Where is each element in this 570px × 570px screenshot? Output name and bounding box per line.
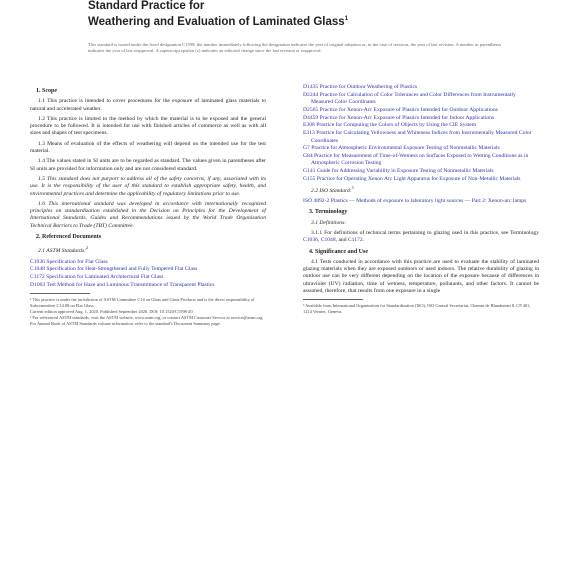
footnote-rule <box>30 293 90 294</box>
reference-title: Practice for Calculating Yellowness and Whiteness Indices from Instrumentally Measured Color Coordinates <box>311 130 532 144</box>
footnote-edition: Current edition approved Aug. 1, 2020. Published September 2020. DOI: 10.1520/C1598-20. <box>30 309 194 314</box>
reference-code: G7 <box>303 145 310 152</box>
reference-title: Specification for Heat-Strengthened and Fully Tempered Flat Glass <box>46 266 198 273</box>
footnote-rule <box>303 299 363 300</box>
reference-d1435[interactable] <box>303 84 539 91</box>
footnote-3: ³ Available from International Organization for Standardization (ISO), ISO Central Secretariat, Chemin de Blandonnet 8, CP 401, 1214 Vernier, Geneva. <box>303 303 531 314</box>
reference-title: Practice for Xenon-Arc Exposure of Plastics Intended for Indoor Applications <box>319 114 495 121</box>
reference-code: D2244 <box>303 91 319 98</box>
reference-c1048[interactable] <box>30 266 266 273</box>
definitions-label: 3.1 Definitions: <box>311 219 347 226</box>
reference-title: Guide for Addressing Variability in Exposure Testing of Nonmetallic Materials <box>316 168 494 175</box>
reference-title: Specification for Flat Glass <box>46 258 108 265</box>
iso-standard-label: 2.2 ISO Standard:$^3$ <box>311 184 354 194</box>
reference-code: ISO 4892-2 <box>303 198 330 205</box>
scope-heading: 1. Scope <box>36 88 57 94</box>
reference-e308[interactable] <box>303 122 539 129</box>
reference-code: G84 <box>303 153 313 160</box>
reference-d1003[interactable] <box>30 282 266 289</box>
reference-code: E308 <box>303 122 315 129</box>
term-ref-link[interactable]: C1036 <box>303 237 318 244</box>
scope-1-6: 1.6 This international standard was developed in accordance with internationally recognized principles on standardization established in the Decision on Principles for the Development of International Standards, Guides and Recommendations issued by the World Trade Organization Technical Barriers to Trade (TBT) Committee. <box>30 200 266 229</box>
reference-code: C1048 <box>30 266 45 273</box>
right-reference-list <box>303 84 539 183</box>
reference-code: D4459 <box>303 114 319 121</box>
title-footnote-mark: 1 <box>344 16 349 22</box>
reference-title: Plastics — Methods of exposure to laboratory light sources — Part 2: Xenon-arc lamps <box>330 198 527 205</box>
reference-title: Practice for Computing the Colors of Objects by Using the CIE System <box>316 122 477 129</box>
significance-heading: 4. Significance and Use <box>309 248 369 255</box>
reference-d2244[interactable] <box>303 92 539 107</box>
reference-g155[interactable] <box>303 176 539 183</box>
title-line-1: Standard Practice for <box>88 0 205 12</box>
reference-title: Practice for Operating Xenon Arc Light Apparatus for Exposure of Non-Metallic Materials <box>316 176 521 183</box>
designation-note: This standard is issued under the fixed designation C1598; the number immediately following the designation indicates the year of original adoption or, in the case of revision, the year of last revision. A number in parentheses indicates the year of last reapproval. A superscript epsilon (ε) indicates an editorial change since the last revision or reapproval. <box>88 42 502 53</box>
reference-iso-4892-2[interactable] <box>303 198 539 205</box>
term-ref-link[interactable]: C1048 <box>320 237 336 244</box>
reference-title: Test Method for Haze and Luminous Transmittance of Transparent Plastics <box>46 281 215 288</box>
left-reference-list <box>30 259 266 290</box>
reference-c1036[interactable] <box>30 259 266 266</box>
reference-d4459[interactable] <box>303 115 539 122</box>
left-column <box>30 84 266 327</box>
scope-1-2: 1.2 This practice is limited to the method by which the material is to be exposed and the general procedure to be followed. It is intended for use with finished articles of commerce as well as with all sizes and shapes of test specimens. <box>30 115 266 137</box>
reference-code: D1435 <box>303 84 319 90</box>
reference-title: Practice for Atmospheric Environmental Exposure Testing of Nonmetallic Materials <box>311 145 500 152</box>
terminology-3-1-1: 3.1.1 For definitions of technical terms pertaining to glazing used in this practice, see Terminology C1036, C1048, and C1172. <box>303 229 539 244</box>
scope-1-4: 1.4 The values stated in SI units are to be regarded as standard. The values given in parentheses after SI units are provided for information only and are not considered standard. <box>30 158 266 172</box>
reference-title: Practice for Calculation of Color Tolerances and Color Differences from Instrumentally Measured Color Coordinates <box>311 91 516 106</box>
title-line-2: Weathering and Evaluation of Laminated Glass$^1$ <box>88 15 349 28</box>
reference-title: Practice for Measurement of Time-of-Wetness on Surfaces Exposed to Wetting Conditions as in Atmospheric Corrosion Testing <box>311 153 529 167</box>
reference-g84[interactable] <box>303 153 539 168</box>
reference-title: Practice for Xenon-Arc Exposure of Plastics Intended for Outdoor Applications <box>319 106 498 113</box>
referenced-documents-heading: 2. Referenced Documents <box>36 234 102 241</box>
reference-code: G141 <box>303 168 316 175</box>
footnote-1: ¹ This practice is under the jurisdiction of ASTM Committee C14 on Glass and Glass Products and is the direct responsibility of Subcommittee C14.08 on Flat Glass. <box>30 297 255 308</box>
astm-standards-label: 2.1 ASTM Standards:$^2$ <box>38 245 89 255</box>
reference-code: E313 <box>303 130 315 137</box>
scope-1-5: 1.5 This standard does not purport to address all of the safety concerns, if any, associated with its use. It is the responsibility of the user of this standard to establish appropriate safety, health, and environmental practices and determine the applicability of regulatory limitations prior to use. <box>30 175 266 197</box>
footnote-2: ² For referenced ASTM standards, visit the ASTM website, www.astm.org, or contact ASTM Customer Service at service@astm.org. For Annual Book of ASTM Standards volume information, refer to the standard's Document Summary page. <box>30 315 264 326</box>
scope-1-3: 1.3 Means of evaluation of the effects of weathering will depend on the intended use for the test material. <box>30 140 266 155</box>
reference-e313[interactable] <box>303 130 539 145</box>
reference-g141[interactable] <box>303 168 539 175</box>
reference-code: D2565 <box>303 106 319 113</box>
reference-g7[interactable] <box>303 145 539 152</box>
reference-title: Specification for Laminated Architectural Flat Glass <box>46 274 164 281</box>
significance-4-1: 4.1 Tests conducted in accordance with this practice are used to evaluate the stability of laminated glazing materials when they are exposed outdoors or used indoors. The relative durability of glazing in outdoor use can be very different depending on the location of the exposure because of differences in ultraviolet (UV) radiation, time of wetness, temperature, pollutants, and other factors. It cannot be assumed, therefore, that results from one exposure in a single <box>303 258 539 294</box>
reference-title: Practice for Outdoor Weathering of Plastics <box>319 84 418 90</box>
reference-c1172[interactable] <box>30 274 266 281</box>
reference-code: D1003 <box>30 281 46 288</box>
reference-code: G155 <box>303 176 316 183</box>
reference-code: C1036 <box>30 258 45 265</box>
document-title <box>88 0 348 29</box>
scope-1-1: 1.1 This practice is intended to cover procedures for the exposure of laminated glass materials to natural and accelerated weather. <box>30 98 266 112</box>
reference-code: C1172 <box>30 274 45 281</box>
terminology-heading: 3. Terminology <box>309 209 348 216</box>
right-column <box>303 84 539 315</box>
term-ref-link[interactable]: C1172 <box>347 237 363 244</box>
reference-d2565[interactable] <box>303 107 539 114</box>
